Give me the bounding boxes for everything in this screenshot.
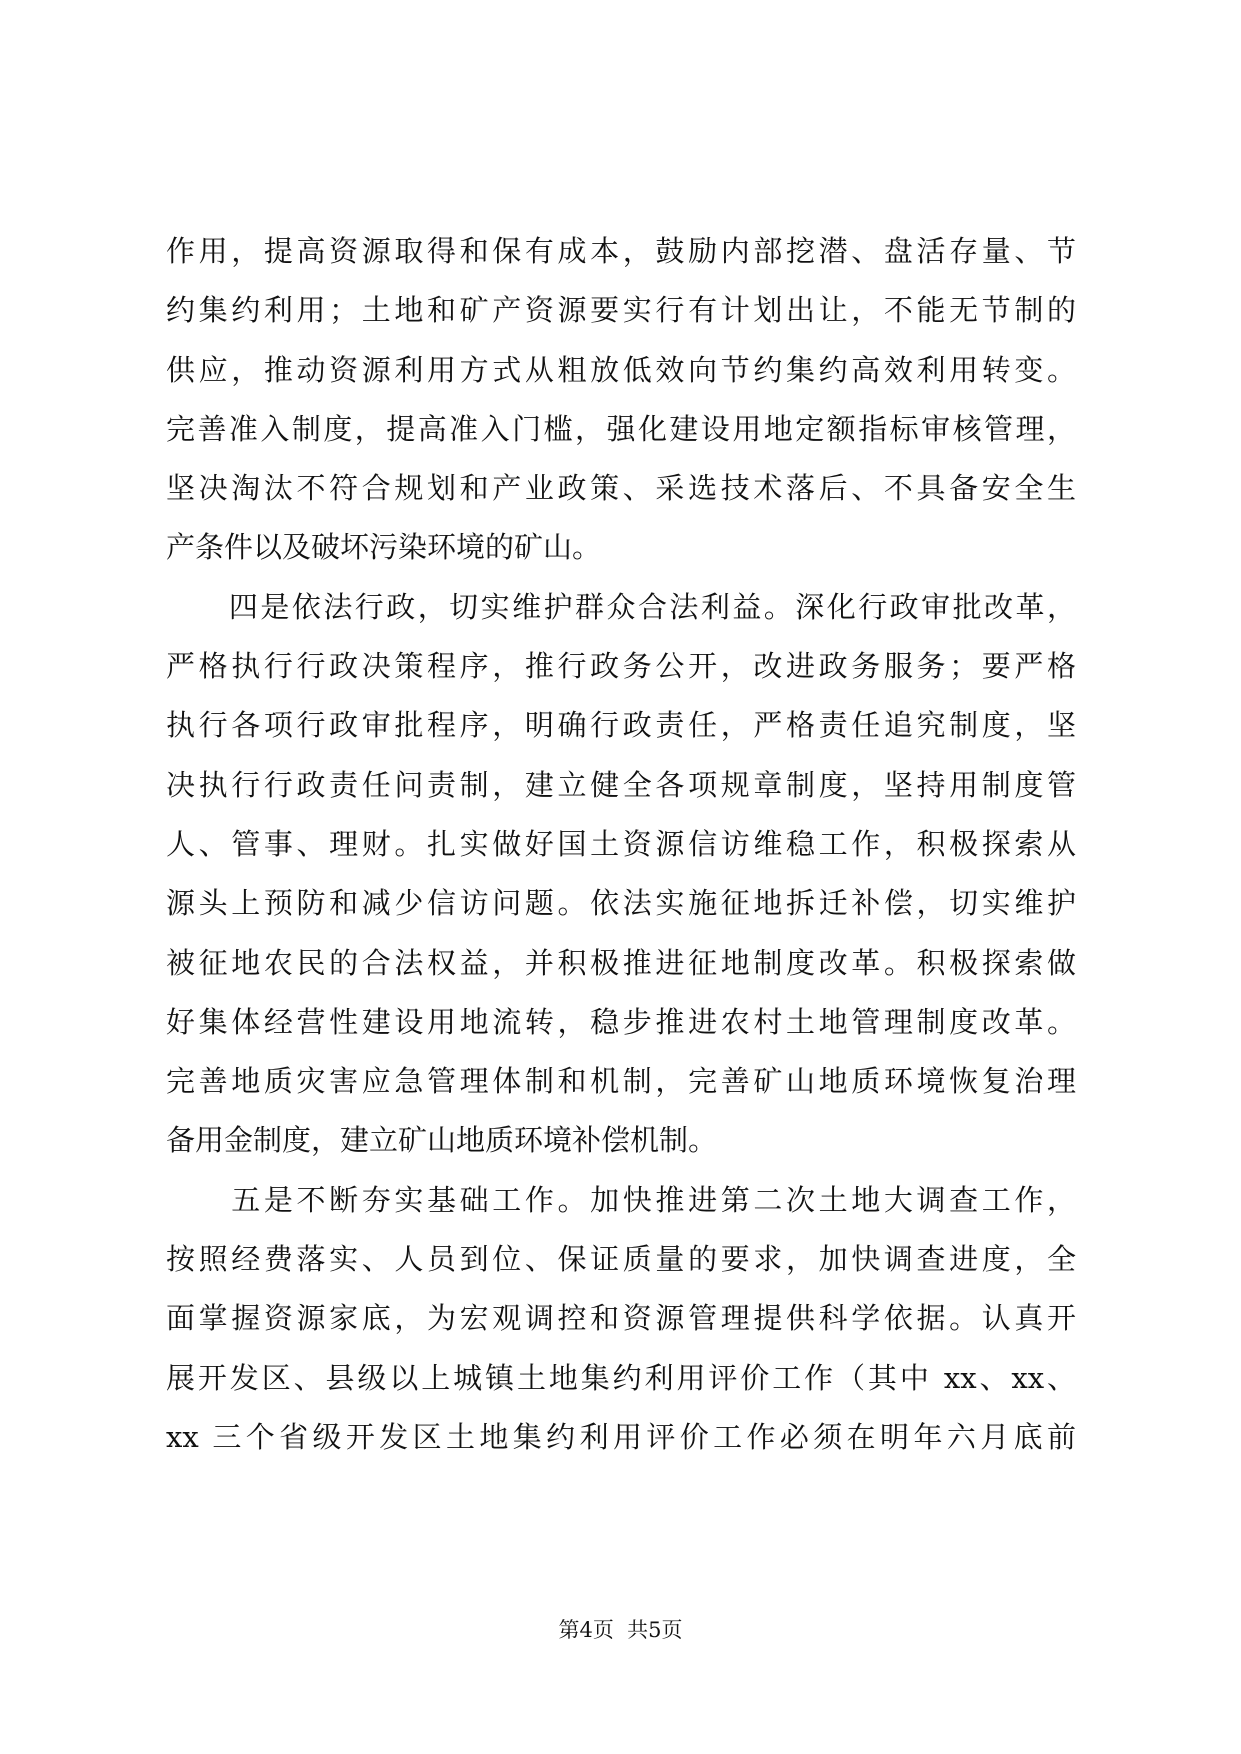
text-line: 四是依法行政，切实维护群众合法利益。深化行政审批改革，	[166, 589, 1076, 624]
text-line: 约集约利用；土地和矿产资源要实行有计划出让，不能无节制的	[166, 293, 1076, 328]
document-body	[166, 222, 1076, 1467]
text-line: 按照经费落实、人员到位、保证质量的要求，加快调查进度，全	[166, 1242, 1076, 1277]
text-line: xx 三个省级开发区土地集约利用评价工作必须在明年六月底前	[166, 1419, 1076, 1454]
page-number-footer: 第4页 共5页	[558, 1618, 683, 1642]
text-line: 执行各项行政审批程序，明确行政责任，严格责任追究制度，坚	[166, 708, 1076, 743]
text-line: 备用金制度，建立矿山地质环境补偿机制。	[166, 1123, 718, 1158]
text-line: 完善地质灾害应急管理体制和机制，完善矿山地质环境恢复治理	[166, 1064, 1076, 1099]
text-line: 展开发区、县级以上城镇土地集约利用评价工作（其中 xx、xx、	[166, 1360, 1076, 1395]
text-line: 源头上预防和减少信访问题。依法实施征地拆迁补偿，切实维护	[166, 886, 1076, 921]
text-line: 严格执行行政决策程序，推行政务公开，改进政务服务；要严格	[166, 649, 1076, 684]
text-line: 面掌握资源家底，为宏观调控和资源管理提供科学依据。认真开	[166, 1301, 1076, 1336]
text-line: 坚决淘汰不符合规划和产业政策、采选技术落后、不具备安全生	[166, 471, 1076, 506]
text-line: 五是不断夯实基础工作。加快推进第二次土地大调查工作，	[166, 1182, 1076, 1217]
text-line: 产条件以及破坏污染环境的矿山。	[166, 530, 602, 565]
text-line: 被征地农民的合法权益，并积极推进征地制度改革。积极探索做	[166, 945, 1076, 980]
text-line: 完善准入制度，提高准入门槛，强化建设用地定额指标审核管理，	[166, 411, 1076, 446]
text-line: 好集体经营性建设用地流转，稳步推进农村土地管理制度改革。	[166, 1004, 1076, 1039]
text-line: 供应，推动资源利用方式从粗放低效向节约集约高效利用转变。	[166, 352, 1076, 387]
text-line: 作用，提高资源取得和保有成本，鼓励内部挖潜、盘活存量、节	[166, 234, 1076, 268]
text-line: 人、管事、理财。扎实做好国土资源信访维稳工作，积极探索从	[166, 826, 1076, 861]
text-line: 决执行行政责任问责制，建立健全各项规章制度，坚持用制度管	[166, 767, 1076, 802]
